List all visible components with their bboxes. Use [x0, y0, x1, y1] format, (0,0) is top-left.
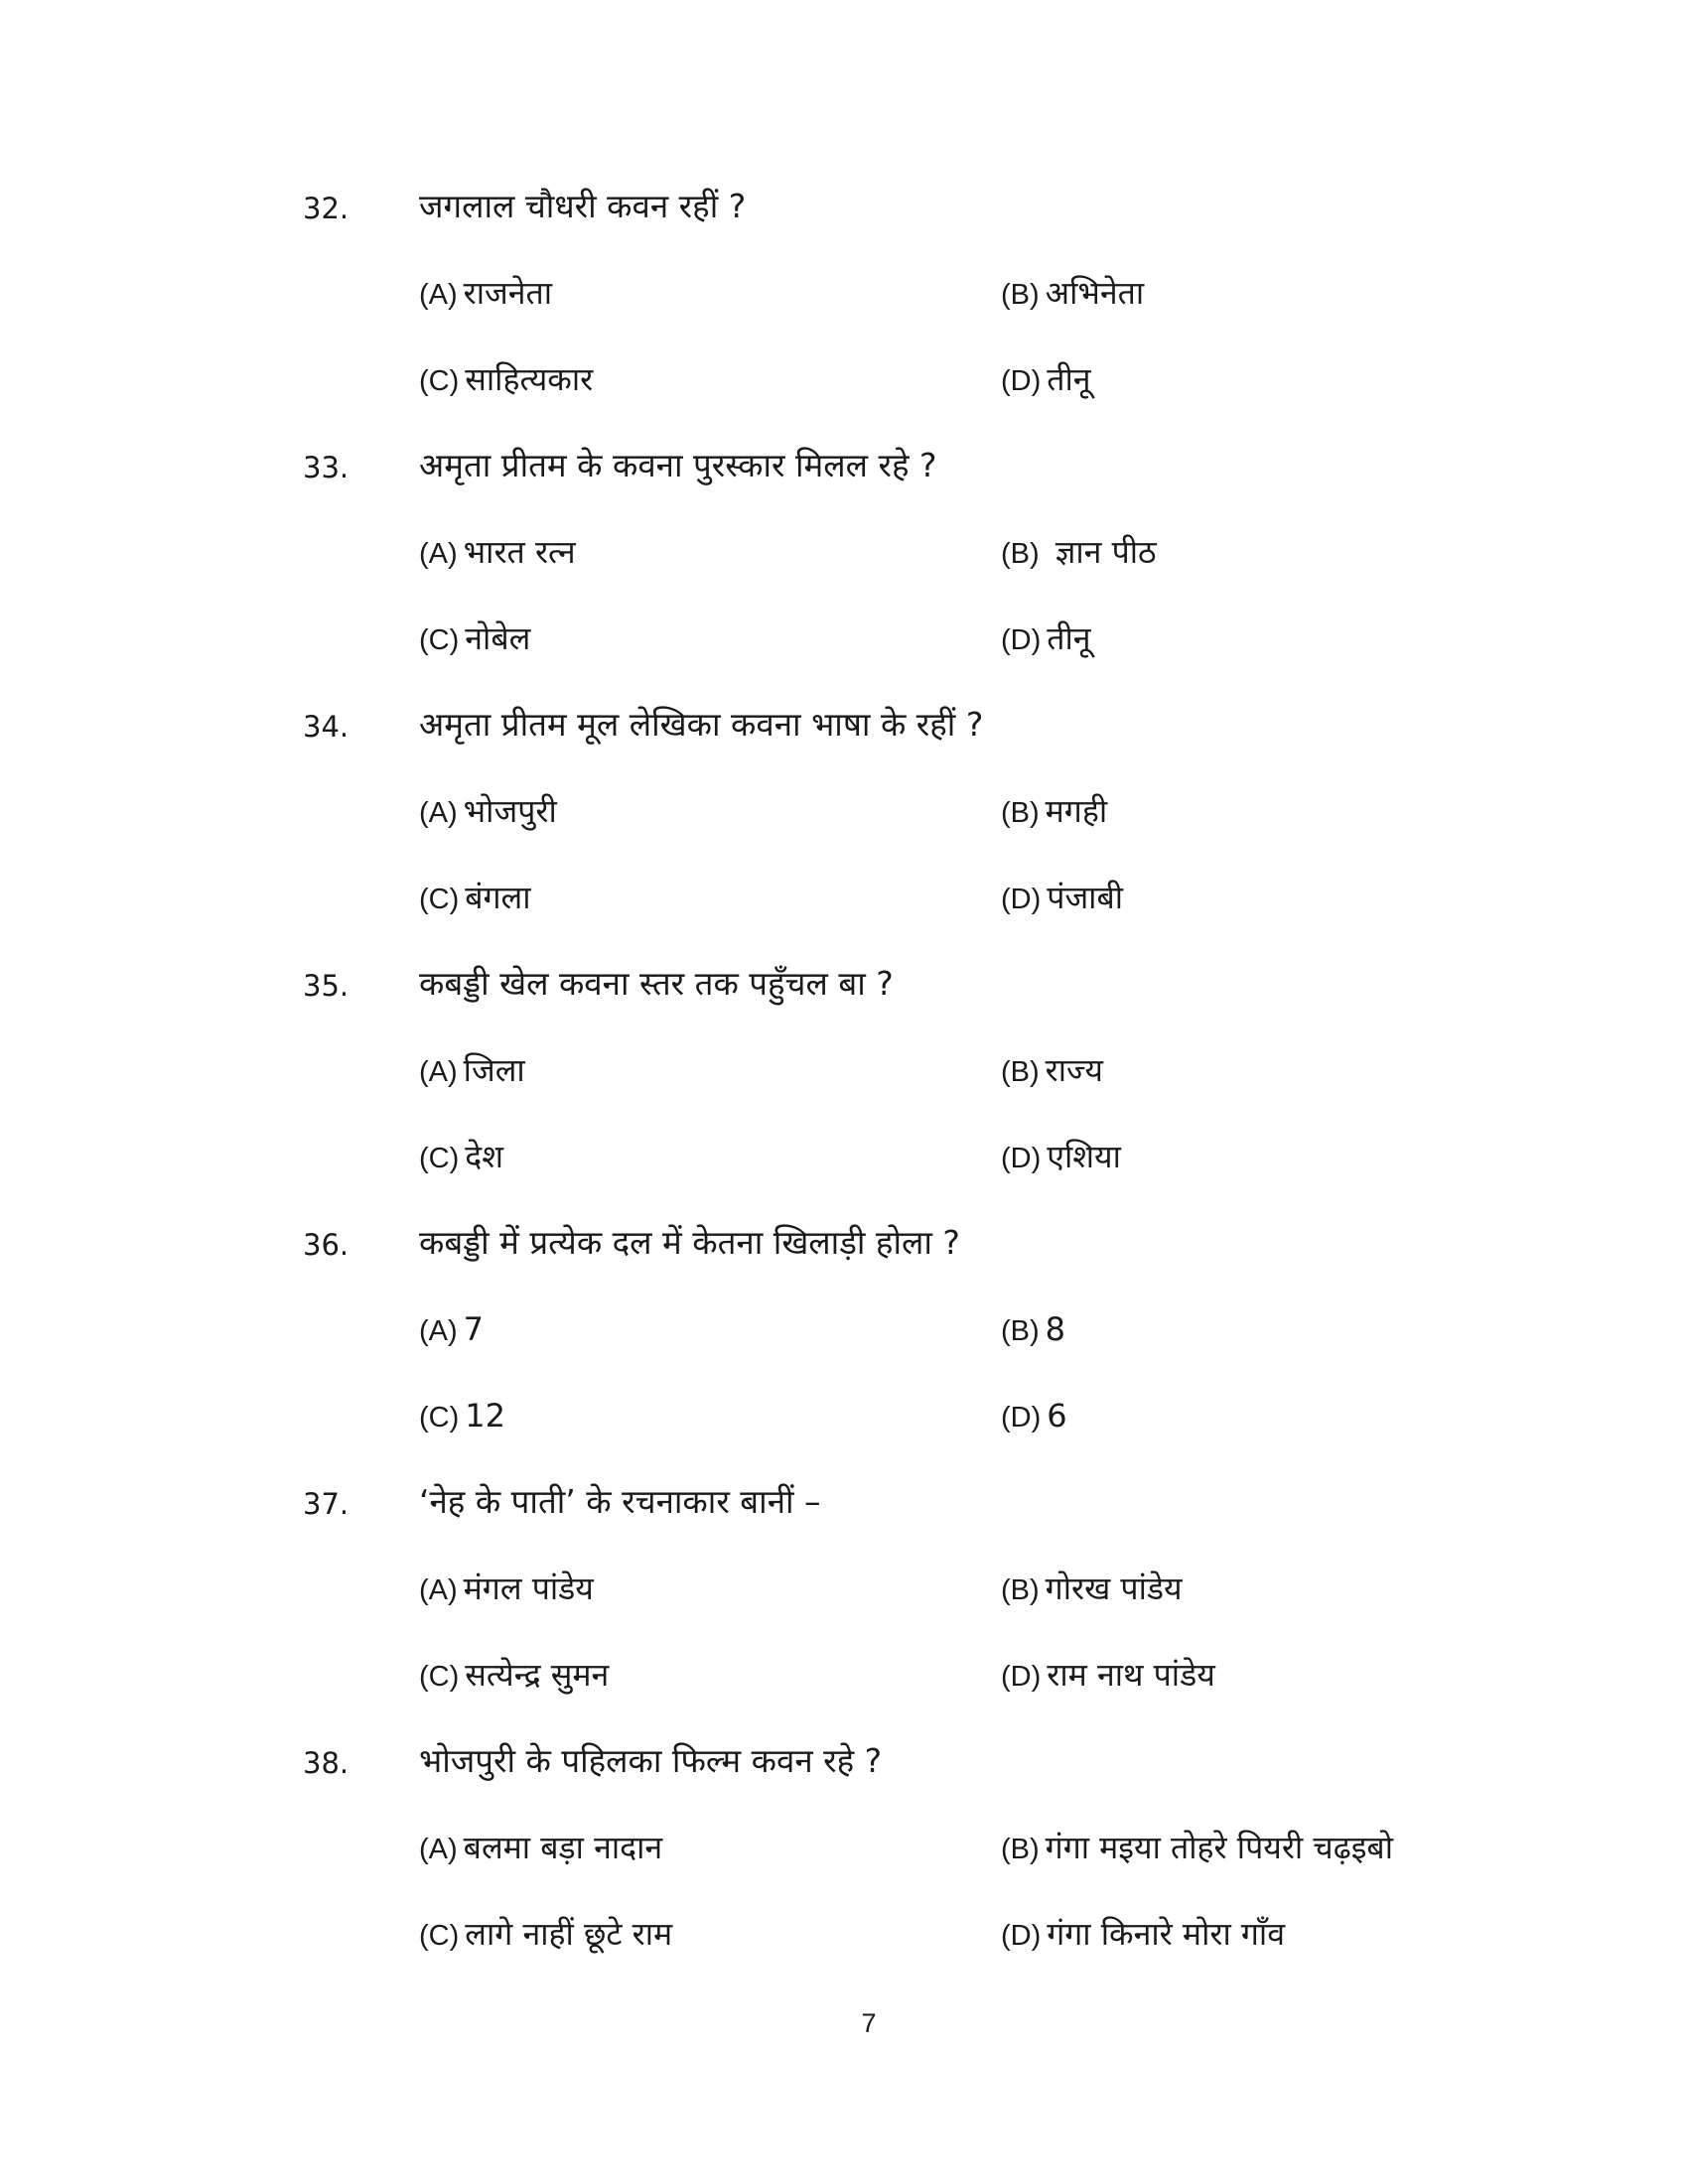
- option-text: देश: [465, 1138, 504, 1175]
- option-label: (A): [419, 1056, 458, 1088]
- option-b: [1001, 1567, 1183, 1612]
- question-text: भोजपुरी के पहिलका फिल्म कवन रहे ?: [419, 1741, 883, 1780]
- option-text: तीनू: [1047, 619, 1091, 657]
- question-number: 38.: [303, 1746, 350, 1780]
- question-number: 32.: [303, 192, 350, 225]
- option-label: (A): [419, 279, 458, 311]
- option-text: मंगल पांडेय: [463, 1570, 594, 1607]
- question-32: [0, 189, 1688, 451]
- option-label: (A): [419, 1834, 458, 1865]
- question-38: [0, 1743, 1688, 2005]
- option-d: [1001, 1394, 1067, 1439]
- option-b: [1001, 1048, 1103, 1094]
- option-text: पंजाबी: [1047, 879, 1124, 916]
- option-text: राज्य: [1045, 1051, 1103, 1089]
- question-35: [0, 966, 1688, 1228]
- option-label: (A): [419, 1574, 458, 1606]
- option-label: (D): [1001, 884, 1042, 915]
- question-number: 35.: [303, 969, 350, 1003]
- option-a: [419, 1826, 662, 1871]
- option-text: 7: [463, 1310, 485, 1348]
- option-b: [1001, 789, 1107, 835]
- option-label: (C): [419, 624, 460, 656]
- option-text: सत्येन्द्र सुमन: [465, 1656, 610, 1694]
- option-d: [1001, 1653, 1215, 1699]
- option-label: (B): [1001, 1056, 1040, 1088]
- option-label: (A): [419, 797, 458, 829]
- question-text: ‘नेह के पाती’ के रचनाकार बानीं –: [419, 1482, 821, 1521]
- question-number: 36.: [303, 1228, 350, 1262]
- option-d: [1001, 616, 1091, 662]
- option-label: (D): [1001, 1920, 1042, 1952]
- option-c: [419, 876, 531, 921]
- option-c: [419, 1394, 505, 1439]
- option-text: गंगा मइया तोहरे पियरी चढ़इबो: [1045, 1829, 1393, 1866]
- option-text: एशिया: [1047, 1138, 1121, 1175]
- option-b: [1001, 271, 1144, 317]
- option-text: राम नाथ पांडेय: [1047, 1656, 1215, 1694]
- question-text: जगलाल चौधरी कवन रहीं ?: [419, 187, 747, 225]
- question-text: अमृता प्रीतम के कवना पुरस्कार मिलल रहे ?: [419, 446, 937, 484]
- option-label: (D): [1001, 1143, 1042, 1174]
- option-label: (C): [419, 1920, 460, 1952]
- option-text: लागे नाहीं छूटे राम: [465, 1915, 673, 1953]
- option-c: [419, 357, 593, 403]
- question-36: [0, 1225, 1688, 1487]
- option-text: 6: [1047, 1397, 1067, 1434]
- option-label: (B): [1001, 1315, 1040, 1347]
- option-label: (B): [1001, 279, 1040, 311]
- option-c: [419, 616, 530, 662]
- option-text: राजनेता: [463, 274, 553, 312]
- option-a: [419, 271, 552, 317]
- question-text: कबड्डी में प्रत्येक दल में केतना खिलाड़ी होला ?: [419, 1223, 960, 1262]
- question-number: 33.: [303, 451, 350, 484]
- question-text: अमृता प्रीतम मूल लेखिका कवना भाषा के रहीं ?: [419, 705, 984, 744]
- option-label: (B): [1001, 1574, 1040, 1606]
- option-a: [419, 1307, 484, 1353]
- option-text: साहित्यकार: [465, 360, 594, 398]
- option-text: 8: [1045, 1310, 1066, 1348]
- option-text: भारत रत्न: [463, 533, 576, 571]
- option-c: [419, 1653, 609, 1699]
- question-34: [0, 707, 1688, 969]
- option-text: गोरख पांडेय: [1045, 1570, 1183, 1607]
- option-a: [419, 789, 557, 835]
- option-label: (C): [419, 1661, 460, 1693]
- question-number: 34.: [303, 710, 350, 744]
- question-37: [0, 1484, 1688, 1746]
- option-label: (C): [419, 1402, 460, 1433]
- option-label: (B): [1001, 797, 1040, 829]
- option-a: [419, 1567, 594, 1612]
- option-text: 12: [465, 1397, 505, 1434]
- option-text: बंगला: [465, 879, 531, 916]
- option-label: (C): [419, 365, 460, 397]
- option-b: [1001, 530, 1157, 576]
- option-text: जिला: [463, 1051, 525, 1089]
- option-text: बलमा बड़ा नादान: [463, 1829, 663, 1866]
- option-c: [419, 1135, 503, 1180]
- option-label: (D): [1001, 1402, 1042, 1433]
- option-label: (D): [1001, 365, 1042, 397]
- option-c: [419, 1912, 672, 1958]
- option-d: [1001, 876, 1123, 921]
- question-text: कबड्डी खेल कवना स्तर तक पहुँचल बा ?: [419, 964, 894, 1003]
- option-a: [419, 1048, 525, 1094]
- question-33: [0, 448, 1688, 710]
- option-b: [1001, 1307, 1065, 1353]
- option-text: नोबेल: [465, 619, 531, 657]
- option-label: (C): [419, 884, 460, 915]
- option-text: अभिनेता: [1045, 274, 1145, 312]
- option-label: (C): [419, 1143, 460, 1174]
- option-d: [1001, 1135, 1121, 1180]
- option-d: [1001, 1912, 1285, 1958]
- option-label: (B): [1001, 538, 1040, 570]
- page-number: 7: [861, 2008, 877, 2038]
- option-d: [1001, 357, 1091, 403]
- option-text: भोजपुरी: [463, 792, 557, 830]
- option-a: [419, 530, 576, 576]
- option-text: मगही: [1045, 792, 1108, 830]
- option-label: (D): [1001, 1661, 1042, 1693]
- option-text: गंगा किनारे मोरा गाँव: [1047, 1915, 1285, 1953]
- option-label: (D): [1001, 624, 1042, 656]
- option-label: (A): [419, 1315, 458, 1347]
- option-text: ज्ञान पीठ: [1045, 533, 1157, 571]
- option-text: तीनू: [1047, 360, 1091, 398]
- option-label: (A): [419, 538, 458, 570]
- option-label: (B): [1001, 1834, 1040, 1865]
- option-b: [1001, 1826, 1393, 1871]
- question-number: 37.: [303, 1487, 350, 1521]
